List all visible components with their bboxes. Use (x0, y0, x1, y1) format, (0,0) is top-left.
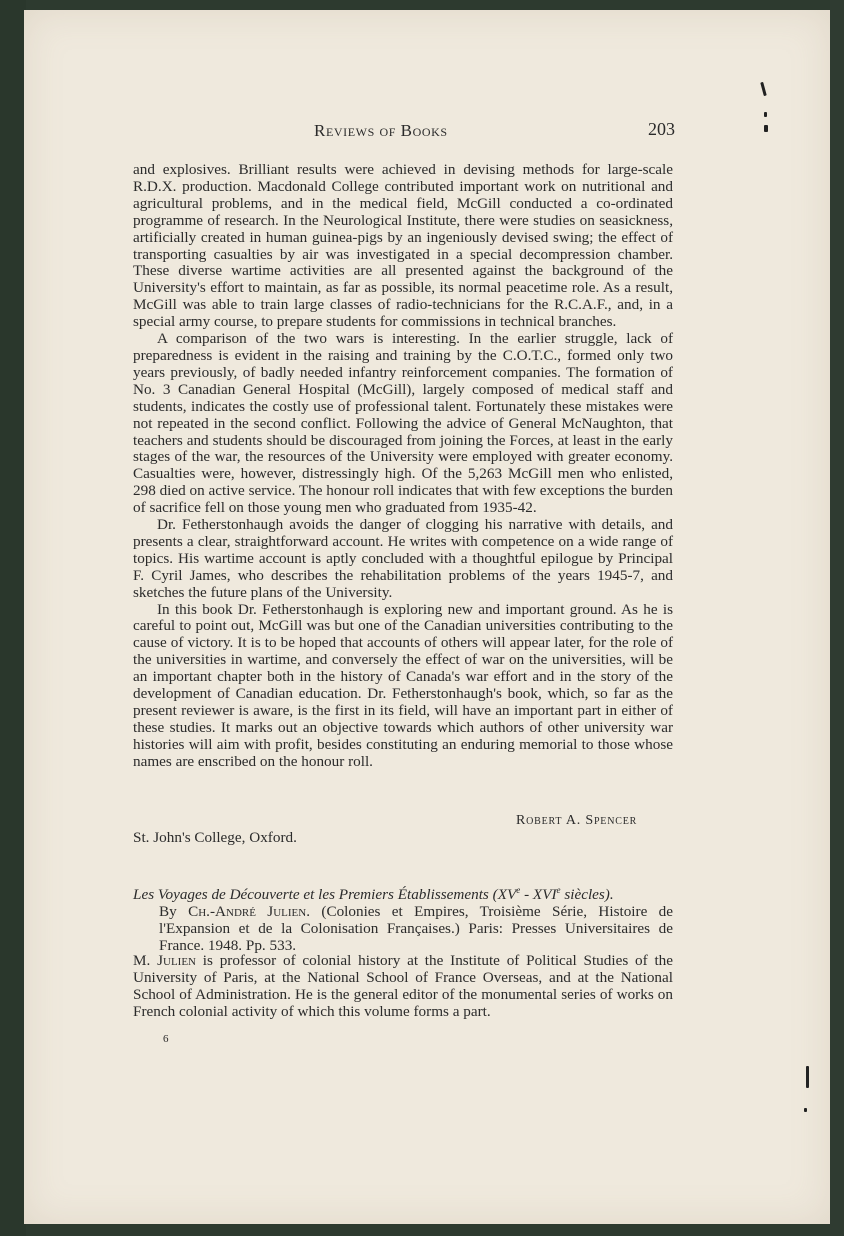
printer-signature-mark: 6 (163, 1033, 169, 1045)
citation-by: By (159, 903, 177, 921)
page-number: 203 (648, 119, 675, 139)
century-mid: - XVI (520, 886, 557, 904)
running-title-books: Books (400, 121, 448, 140)
ink-speck (764, 125, 768, 132)
paragraph-4: In this book Dr. Fetherstonhaugh is exploring new and important ground. As he is careful to point out, McGill was but one of the Canadian universities contributing to the cause of victory. It is to be hoped that accounts of others will appear later, for the role of the universities in wartime, and conversely the effect of war on the universities, will be an important chapter both in the history of Canada's war effort and in the story of the development of Canadian education. Dr. Fetherstonhaugh's book, which, so far as the present reviewer is aware, is the first in its field, will have an important part in either of these studies. It marks out an objective towards which authors of other university war histories will aim with profit, besides constituting an enduring memorial to those whose names are enscribed on the honour roll. (133, 600, 673, 770)
reviewer-signature: Robert A. Spencer (516, 813, 638, 828)
citation-details (133, 903, 673, 954)
citation-publication: (Colonies et Empires, Troisième Série, Histoire de l'Expansion et de la Colonisation Françaises.) Paris: Presses Universitaires de France. 1948. Pp. 533. (159, 903, 674, 955)
scan-right-edge (830, 0, 844, 1236)
running-title (314, 121, 448, 141)
century-sup-1: e (516, 885, 521, 895)
ink-speck (806, 1066, 809, 1088)
book-title: Les Voyages de Découverte et les Premiers Établissements (133, 886, 489, 904)
review2-name: Julien (157, 952, 196, 969)
reviewer-affiliation: St. John's College, Oxford. (133, 829, 297, 846)
century-open: (XV (492, 886, 517, 904)
citation-author: Ch.-André Julien. (188, 903, 311, 921)
century-sup-2: e (556, 885, 561, 895)
review2-text: is professor of colonial history at the Institute of Political Studies of the University of Paris, at the National School of France Overseas, and at the National School of Administration. He is the general editor of the monumental series of works on French colonial activity of which this volume forms a part. (133, 952, 674, 1020)
century-close: siècles). (560, 886, 614, 904)
scan-left-edge (0, 0, 26, 1236)
ink-speck (804, 1108, 807, 1112)
review-body (133, 162, 673, 771)
paragraph-3: Dr. Fetherstonhaugh avoids the danger of clogging his narrative with details, and presents a clear, straightforward account. He writes with competence on a wide range of topics. His wartime account is aptly concluded with a thoughtful epilogue by Principal F. Cyril James, who describes the rehabilitation problems of the years 1945-7, and sketches the future plans of the University. (133, 516, 673, 601)
paragraph-1: and explosives. Brilliant results were achieved in devising methods for large-scale R.D.X. production. Macdonald College contributed important work on nutritional and agricultural problems, and in the medical field, McGill conducted a co-ordinated programme of research. In the Neurological Institute, there were studies on seasickness, artificially created in human guinea-pigs by an ingeniously devised swing; the effect of transporting casualties by air was investigated in a special decompression chamber. These diverse wartime activities are all presented against the background of the University's effort to maintain, as far as possible, its normal peacetime role. As a result, McGill was able to train large classes of radio-technicians for the R.C.A.F., and, in a special army course, to prepare students for commissions in technical branches. (133, 161, 673, 331)
running-title-of: of (379, 121, 397, 140)
running-title-reviews: Reviews (314, 121, 375, 140)
book-citation (133, 882, 673, 954)
review2-lead: M. (133, 952, 151, 969)
second-review-body (133, 952, 673, 1020)
ink-speck (764, 112, 767, 117)
paragraph-2: A comparison of the two wars is interesting. In the earlier struggle, lack of preparedness is evident in the raising and training by the C.O.T.C., formed only two years previously, of badly needed infantry reinforcement companies. The formation of No. 3 Canadian General Hospital (McGill), largely composed of medical staff and students, indicates the costly use of professional talent. Fortunately these mistakes were not repeated in the second conflict. Following the advice of General McNaughton, that teachers and students should be discouraged from joining the Forces, at least in the early stages of the war, the resources of the University were employed with greater economy. Casualties were, however, distressingly high. Of the 5,263 McGill men who enlisted, 298 died on active service. The honour roll indicates that with few exceptions the burden of sacrifice fell on those young men who graduated from 1935-42. (133, 330, 673, 517)
citation-title-line (133, 882, 673, 903)
